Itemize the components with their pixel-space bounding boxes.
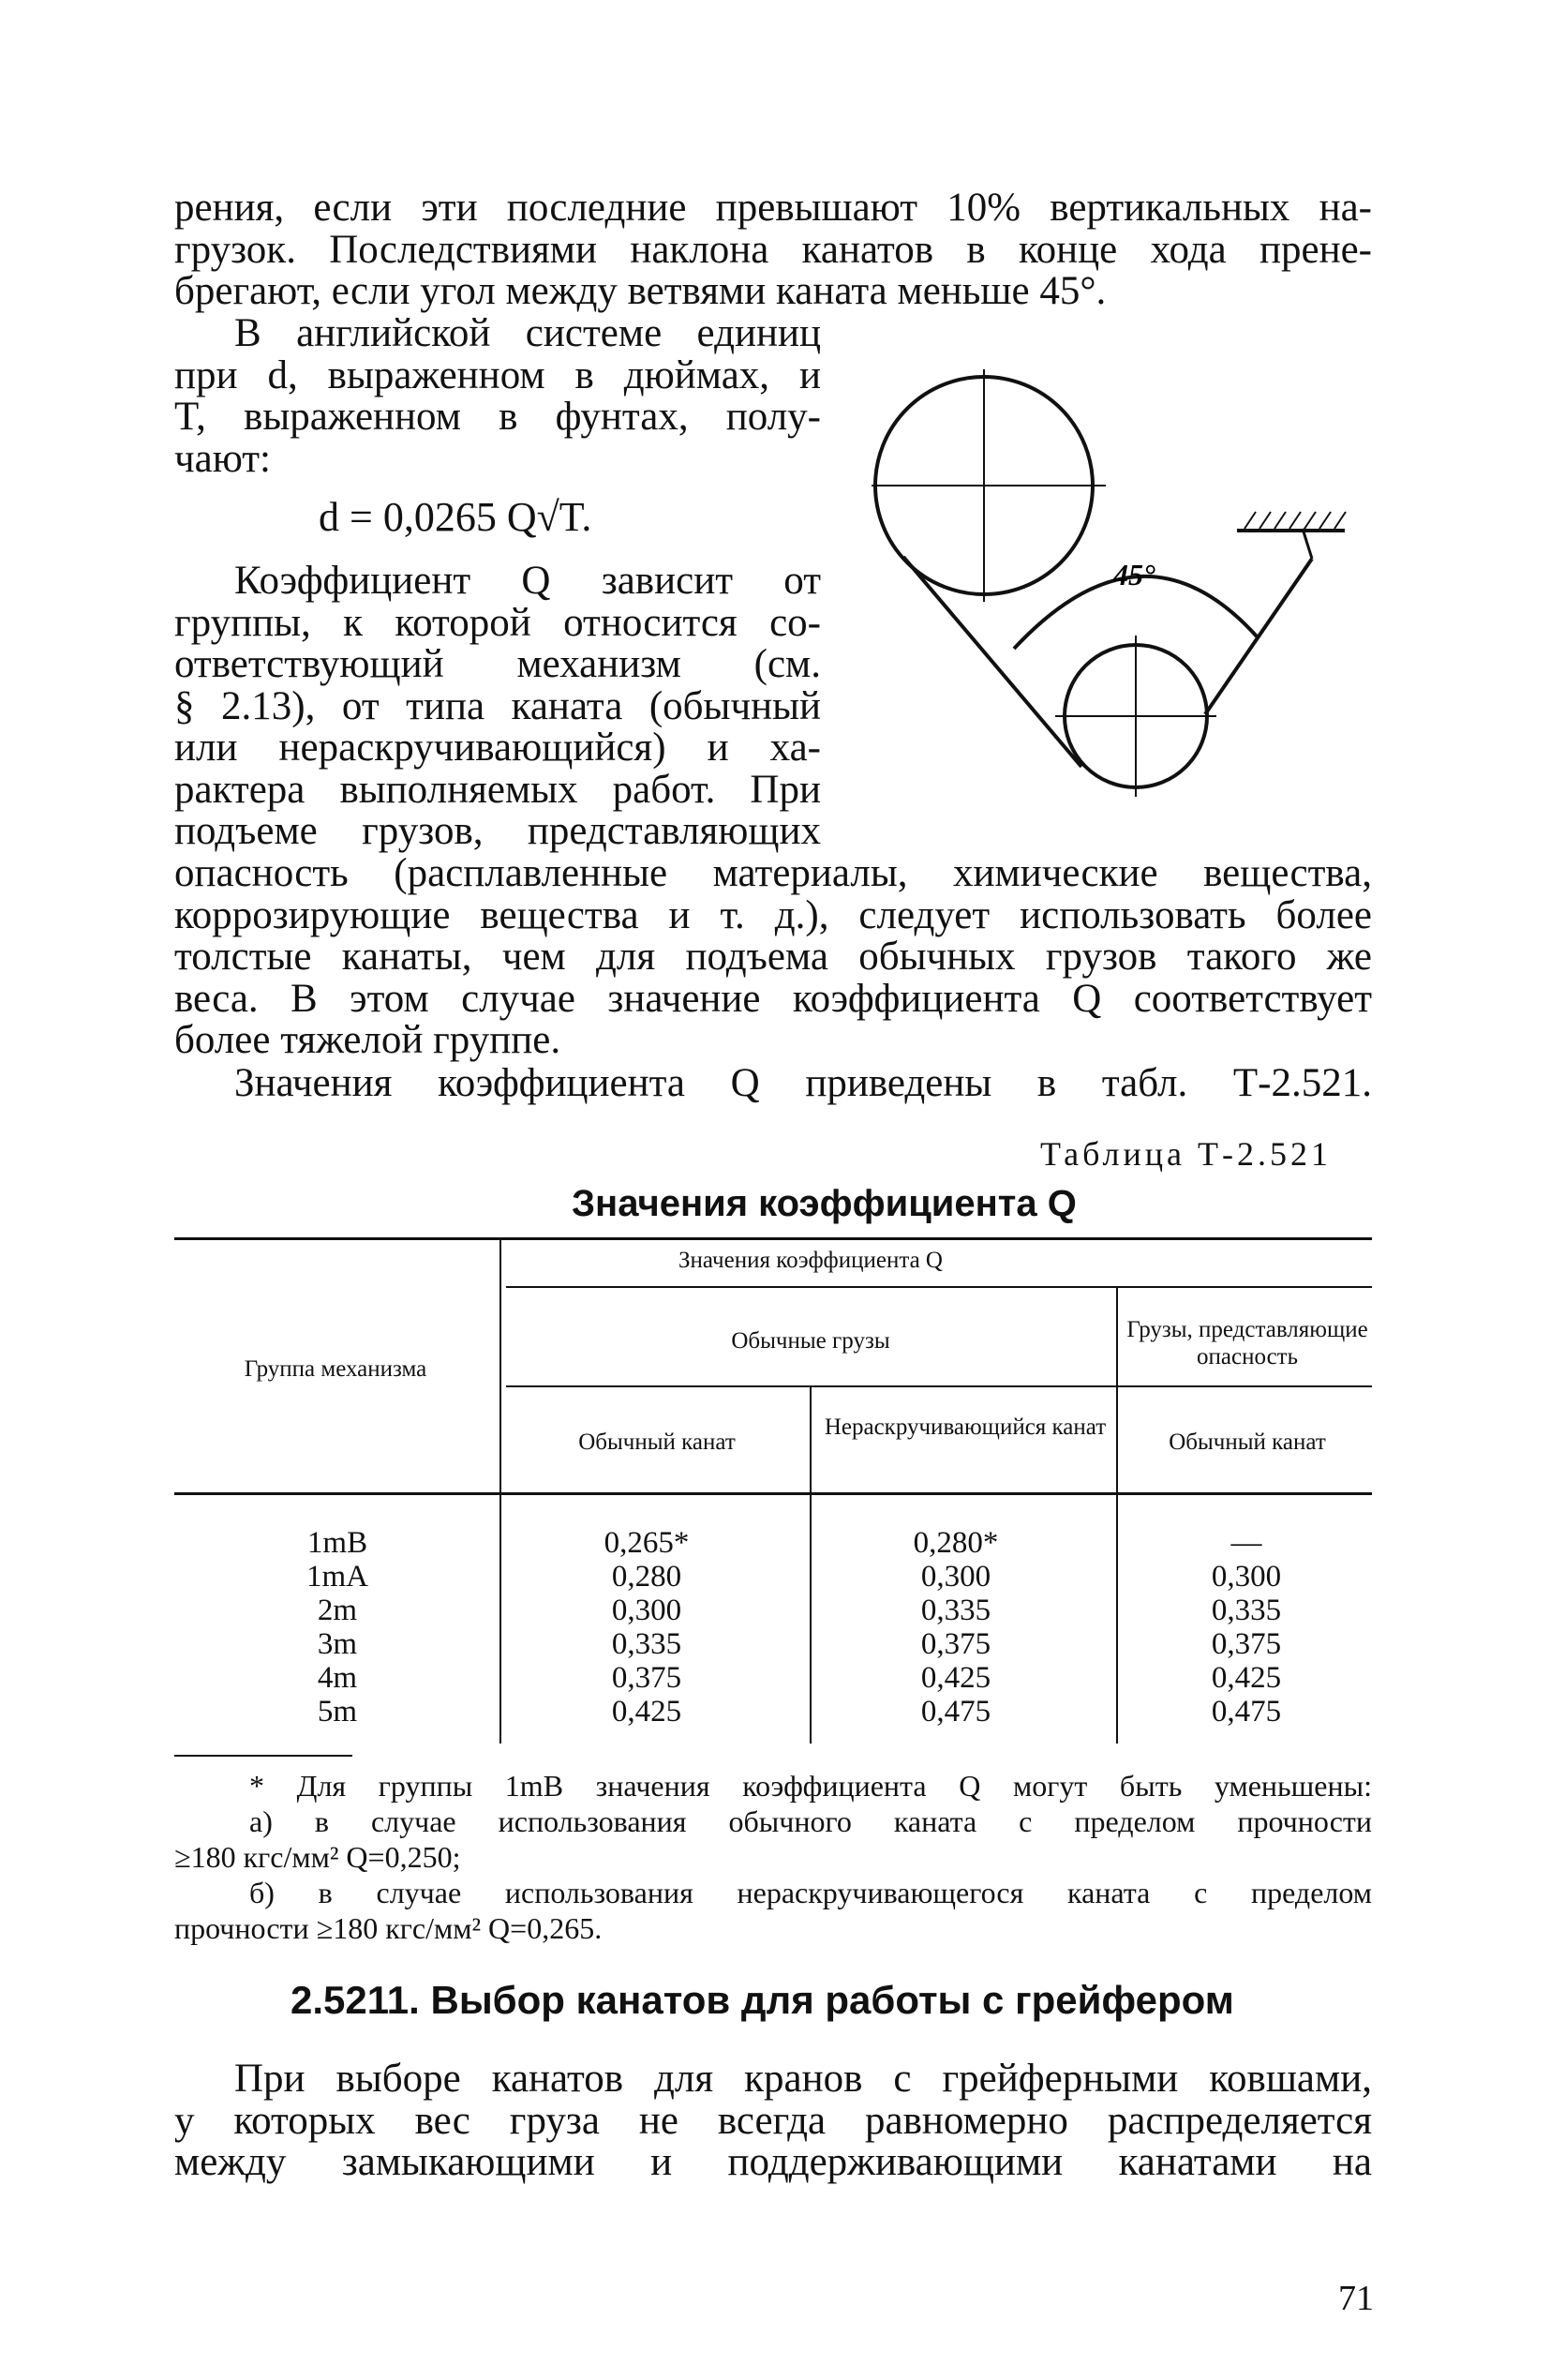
text-line: толстые канаты, чем для подъема обычных грузов такого же xyxy=(174,935,1372,979)
table-cell: 0,335 xyxy=(1211,1594,1282,1627)
text-line: ответствующий механизм (см. xyxy=(174,642,821,686)
table-cell: 0,475 xyxy=(920,1695,991,1729)
footnote-line: а) в случае использования обычного каната с пределом прочности xyxy=(249,1804,1372,1838)
table-cell: 2m xyxy=(317,1594,358,1627)
table-top-rule xyxy=(174,1237,1372,1240)
text-line: рактера выполняемых работ. При xyxy=(174,767,821,812)
footnote-line: б) в случае использования нераскручивающегося каната с пределом xyxy=(249,1876,1372,1909)
text-line: При выборе канатов для кранов с грейферными ковшами, xyxy=(234,2057,1372,2101)
intro-paragraph xyxy=(174,187,1372,313)
table-cell: 0,425 xyxy=(611,1695,682,1729)
table-cell: 0,300 xyxy=(1211,1560,1282,1594)
header-ordinary: Обычные грузы xyxy=(731,1328,890,1354)
table-cell: 0,335 xyxy=(920,1594,991,1627)
text-line: брегают, если угол между ветвями каната меньше 45°. xyxy=(174,269,1107,313)
coef-paragraph-wide xyxy=(174,853,1372,1062)
table-cell: 0,425 xyxy=(920,1661,991,1695)
footnote xyxy=(174,1768,1372,1946)
section-heading: 2.5211. Выбор канатов для работы с грейфером xyxy=(291,1978,1234,2022)
table-cell: 1mB xyxy=(306,1526,368,1560)
coef-paragraph-narrow xyxy=(174,561,821,853)
table-cell: 0,280 xyxy=(611,1560,682,1594)
text-line: T, выраженном в фунтах, полу- xyxy=(174,395,821,439)
formula: d = 0,0265 Q√T. xyxy=(319,494,592,540)
table-cell: 0,425 xyxy=(1211,1661,1282,1695)
table-title: Значения коэффициента Q xyxy=(572,1183,1077,1224)
text-line: между замыкающими и поддерживающими канатами на xyxy=(174,2140,1372,2184)
text-line: веса. В этом случае значение коэффициента Q соответствует xyxy=(174,976,1372,1021)
text-line: § 2.13), от типа каната (обычный xyxy=(174,683,821,728)
header-dangerous: Грузы, представляющие опасность xyxy=(1126,1317,1368,1370)
text-line: чают: xyxy=(174,436,272,481)
text-line: рения, если эти последние превышают 10% вертикальных на- xyxy=(174,186,1372,230)
angle-label: 45° xyxy=(1113,558,1155,591)
table-cell: 0,375 xyxy=(920,1627,991,1661)
text-line: Коэффициент Q зависит от xyxy=(234,559,821,603)
footnote-rule xyxy=(174,1755,352,1757)
rope-angle-diagram xyxy=(872,360,1368,829)
rope-left xyxy=(903,557,1081,767)
reference-line xyxy=(174,1063,1372,1105)
table-header-rule xyxy=(174,1492,1372,1495)
text-line: подъеме грузов, представляющих xyxy=(174,809,821,853)
table-cell: 0,265* xyxy=(604,1526,690,1560)
table-caption: Таблица Т-2.521 xyxy=(1040,1135,1332,1173)
text-line: группы, к которой относится со- xyxy=(174,600,821,645)
section-paragraph xyxy=(174,2058,1372,2184)
table-cell: 0,375 xyxy=(1211,1627,1282,1661)
table-vrule xyxy=(499,1237,501,1744)
text-line: коррозирующие вещества и т. д.), следует использовать более xyxy=(174,892,1372,937)
text-line: Значения коэффициента Q приведены в табл. Т-2.521. xyxy=(234,1061,1372,1105)
header-c1: Обычный канат xyxy=(578,1429,736,1455)
text-line: В английской системе единиц xyxy=(234,311,821,355)
group-column xyxy=(244,1526,431,1729)
table-cell: 3m xyxy=(317,1627,358,1661)
footnote-line: * Для группы 1mB значения коэффициента Q могут быть уменьшены: xyxy=(249,1769,1372,1803)
text-line: более тяжелой группе. xyxy=(174,1018,561,1062)
header-c2: Нераскручивающийся канат xyxy=(824,1415,1107,1440)
english-paragraph xyxy=(174,313,821,480)
page-number: 71 xyxy=(1338,2279,1374,2318)
table-cell: 0,335 xyxy=(611,1627,682,1661)
table-cell: — xyxy=(1230,1526,1262,1560)
header-values: Значения коэффициента Q xyxy=(678,1248,943,1273)
table-vrule xyxy=(1116,1288,1118,1744)
table-rule xyxy=(506,1286,1372,1288)
table-cell: 0,375 xyxy=(611,1661,682,1695)
footnote-line: прочности ≥180 кгс/мм² Q=0,265. xyxy=(174,1911,603,1945)
text-line: грузок. Последствиями наклона канатов в конце хода прене- xyxy=(174,227,1372,272)
table-cell: 4m xyxy=(317,1661,358,1695)
text-line: или нераскручивающийся) и ха- xyxy=(174,726,821,770)
text-line: опасность (расплавленные материалы, химические вещества, xyxy=(174,851,1372,895)
c3-column xyxy=(1143,1526,1349,1729)
table-rule xyxy=(506,1385,1372,1387)
table-vrule xyxy=(810,1385,812,1744)
header-group: Группа механизма xyxy=(244,1356,427,1382)
table-cell: 1mA xyxy=(306,1560,368,1594)
text-line: у которых вес груза не всегда равномерно распределяется xyxy=(174,2098,1372,2143)
table-cell: 0,300 xyxy=(611,1594,682,1627)
footnote-line: ≥180 кгс/мм² Q=0,250; xyxy=(174,1840,461,1874)
table-cell: 5m xyxy=(317,1695,358,1729)
c2-column xyxy=(834,1526,1078,1729)
table-cell: 0,280* xyxy=(913,1526,999,1560)
text-line: при d, выраженном в дюймах, и xyxy=(174,352,821,397)
table-cell: 0,300 xyxy=(920,1560,991,1594)
header-c3: Обычный канат xyxy=(1169,1429,1326,1455)
table-cell: 0,475 xyxy=(1211,1695,1282,1729)
c1-column xyxy=(525,1526,768,1729)
